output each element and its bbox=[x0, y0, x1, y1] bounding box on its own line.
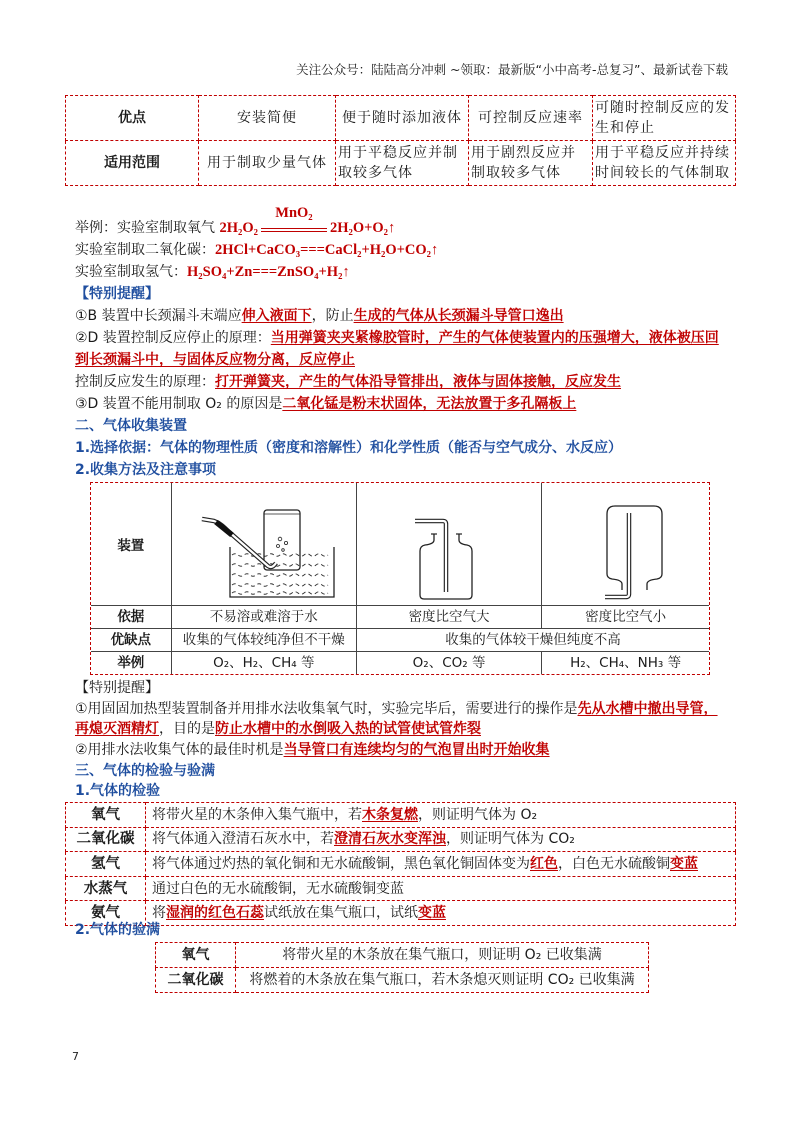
subsection-title: 2.气体的验满 bbox=[75, 922, 161, 938]
tip-answer: 伸入液面下 bbox=[241, 308, 312, 324]
row-label: 装置 bbox=[91, 483, 171, 605]
delivery-tube bbox=[605, 513, 629, 597]
water-displacement-apparatus-icon bbox=[172, 483, 357, 604]
table-cell: 用于制取少量气体 bbox=[199, 141, 336, 186]
table-row-advantages bbox=[66, 96, 736, 141]
table-row bbox=[66, 876, 736, 901]
example-prefix: 实验室制取二氧化碳： bbox=[75, 242, 215, 258]
table-cell bbox=[146, 901, 736, 926]
tip-start-principle bbox=[75, 371, 745, 393]
section-title: 三、气体的检验与验满 bbox=[75, 762, 215, 779]
table-cell: 将带火星的木条放在集气瓶口，则证明 O₂ 已收集满 bbox=[236, 943, 649, 968]
tip-text: ②D 装置控制反应停止的原理： bbox=[75, 330, 271, 346]
table-row-basis bbox=[91, 605, 709, 628]
table-cell: 收集的气体较干燥但纯度不高 bbox=[356, 628, 709, 651]
row-label: 适用范围 bbox=[66, 141, 199, 186]
cell-text: ，则证明气体为 O₂ bbox=[418, 806, 538, 823]
tips-title: 【特别提醒】 bbox=[75, 680, 159, 696]
table-row bbox=[66, 852, 736, 877]
downward-air-displacement-apparatus-icon bbox=[542, 483, 709, 604]
table-cell: 用于平稳反应并制取较多气体 bbox=[336, 141, 469, 186]
row-label: 优点 bbox=[66, 96, 199, 141]
equals-line bbox=[261, 228, 327, 232]
cell-text: ，则证明气体为 CO₂ bbox=[446, 831, 575, 848]
row-label: 优缺点 bbox=[91, 628, 171, 651]
row-label: 氢气 bbox=[66, 852, 146, 877]
cell-answer: 湿润的红色石蕊 bbox=[166, 905, 264, 922]
equation: 2HCl+CaCO₃===CaCl₂+H₂O+CO₂↑ bbox=[215, 242, 439, 258]
example-prefix: 实验室制取氢气： bbox=[75, 264, 187, 280]
row-label: 举例 bbox=[91, 651, 171, 674]
tip-text: ①用固固加热型装置制备并用排水法收集氧气时，实验完毕后，需要进行的操作是 bbox=[75, 700, 578, 717]
row-label: 二氧化碳 bbox=[156, 968, 236, 993]
row-label: 二氧化碳 bbox=[66, 827, 146, 852]
page-header: 关注公众号：陆陆高分冲刺 ~领取：最新版“小中高考-总复习”、最新试卷下载 bbox=[296, 62, 728, 77]
row-label: 氨气 bbox=[66, 901, 146, 926]
cell-text: 将带火星的木条伸入集气瓶中，若 bbox=[152, 806, 362, 823]
table-cell: 用于平稳反应并持续时间较长的气体制取 bbox=[593, 141, 736, 186]
table-row bbox=[66, 827, 736, 852]
table-row-examples bbox=[91, 651, 709, 674]
apparatus-cell bbox=[171, 483, 356, 605]
tip-answer: 当用弹簧夹夹紧橡胶管时，产生的气体使装置内的压强增大，液体被压回 bbox=[270, 330, 719, 346]
table-cell: 密度比空气大 bbox=[356, 605, 541, 628]
selection-basis: 1.选择依据：气体的物理性质（密度和溶解性）和化学性质（能否与空气成分、水反应） bbox=[75, 440, 623, 456]
tip-text: ①B 装置中长颈漏斗末端应 bbox=[75, 308, 242, 324]
table-row-usage bbox=[66, 141, 736, 186]
tip-heating bbox=[75, 699, 745, 720]
tip-no-oxygen bbox=[75, 393, 745, 415]
example-hydrogen bbox=[75, 261, 745, 283]
rubber-connector bbox=[216, 522, 232, 535]
tip-stop-principle bbox=[75, 327, 745, 349]
tip-answer: 防止水槽中的水倒吸入热的试管使试管炸裂 bbox=[215, 721, 481, 738]
table-row bbox=[66, 901, 736, 926]
table-row-pros-cons bbox=[91, 628, 709, 651]
example-carbon-dioxide bbox=[75, 239, 745, 261]
table-cell: O₂、CO₂ 等 bbox=[356, 651, 541, 674]
tip-heating-continued bbox=[75, 719, 745, 740]
table-cell: 收集的气体较纯净但不干燥 bbox=[171, 628, 356, 651]
subsection-title: 1.气体的检验 bbox=[75, 783, 161, 800]
equation-product: 2H₂O+O₂↑ bbox=[329, 220, 396, 236]
upward-air-displacement-apparatus-icon bbox=[357, 483, 542, 604]
cell-answer: 变蓝 bbox=[670, 855, 698, 872]
row-label: 氧气 bbox=[66, 803, 146, 828]
table-cell bbox=[146, 803, 736, 828]
row-label: 依据 bbox=[91, 605, 171, 628]
gas-region bbox=[264, 511, 299, 549]
cell-text: 将气体通入澄清石灰水中，若 bbox=[152, 831, 334, 848]
cell-answer: 木条复燃 bbox=[362, 806, 418, 823]
table-cell: 可控制反应速率 bbox=[469, 96, 593, 141]
water-waves bbox=[232, 554, 328, 595]
generator-comparison-table bbox=[65, 95, 736, 186]
tip-text: ，防止 bbox=[311, 308, 354, 324]
cell-text: 试纸放在集气瓶口，试纸 bbox=[264, 905, 418, 922]
table-cell: 安装简便 bbox=[199, 96, 336, 141]
table-cell: 将燃着的木条放在集气瓶口，若木条熄灭则证明 CO₂ 已收集满 bbox=[236, 968, 649, 993]
tip-text: ③D 装置不能用制取 O₂ 的原因是 bbox=[75, 396, 283, 412]
tip-text: ，目的是 bbox=[159, 721, 215, 738]
table-row bbox=[156, 968, 649, 993]
cell-text: 将气体通过灼热的氧化铜和无水硫酸铜，黑色氧化铜固体变为 bbox=[152, 855, 530, 872]
tip-timing bbox=[75, 740, 745, 761]
tip-answer: 生成的气体从长颈漏斗导管口逸出 bbox=[353, 308, 564, 324]
examples-and-tips bbox=[75, 205, 745, 481]
catalyst-label: MnO₂ bbox=[275, 205, 313, 221]
subsection-title: 2.收集方法及注意事项 bbox=[75, 462, 217, 478]
page-number: 7 bbox=[72, 1050, 79, 1063]
gas-test-table bbox=[65, 802, 736, 926]
apparatus-cell bbox=[356, 483, 541, 605]
table-row-apparatus bbox=[91, 483, 709, 605]
cell-text: 通过白色的无水硫酸铜，无水硫酸铜变蓝 bbox=[152, 880, 404, 897]
tip-text: ②用排水法收集气体的最佳时机是 bbox=[75, 742, 284, 759]
table-cell: 密度比空气小 bbox=[542, 605, 709, 628]
section-title: 二、气体收集装置 bbox=[75, 418, 187, 434]
table-cell bbox=[146, 852, 736, 877]
table-cell: 可随时控制反应的发生和停止 bbox=[593, 96, 736, 141]
collection-tips bbox=[75, 678, 745, 802]
collection-methods-table bbox=[90, 482, 710, 675]
cell-answer: 红色 bbox=[530, 855, 558, 872]
tip-answer: 当导管口有连续均匀的气泡冒出时开始收集 bbox=[283, 742, 550, 759]
tip-answer: 到长颈漏斗中，与固体反应物分离，反应停止 bbox=[75, 352, 355, 368]
table-cell: 便于随时添加液体 bbox=[336, 96, 469, 141]
table-cell bbox=[146, 876, 736, 901]
apparatus-cell bbox=[542, 483, 709, 605]
table-cell bbox=[146, 827, 736, 852]
tip-answer: 打开弹簧夹，产生的气体沿导管排出，液体与固体接触，反应发生 bbox=[215, 374, 621, 390]
tip-answer: 先从水槽中撤出导管， bbox=[577, 700, 718, 717]
table-cell: 用于剧烈反应并制取较多气体 bbox=[469, 141, 593, 186]
equation: H₂SO₄+Zn===ZnSO₄+H₂↑ bbox=[187, 264, 350, 280]
cell-text: ，白色无水硫酸铜 bbox=[558, 855, 670, 872]
table-cell: 不易溶或难溶于水 bbox=[171, 605, 356, 628]
cell-text: 将 bbox=[152, 905, 166, 922]
example-prefix: 举例：实验室制取氧气 bbox=[75, 220, 220, 236]
tip-funnel bbox=[75, 305, 745, 327]
row-label: 氧气 bbox=[156, 943, 236, 968]
collection-table-grid bbox=[91, 483, 709, 674]
inverted-gas-jar bbox=[607, 506, 662, 590]
table-cell: O₂、H₂、CH₄ 等 bbox=[171, 651, 356, 674]
table-row bbox=[66, 803, 736, 828]
tip-answer: 再熄灭酒精灯 bbox=[75, 721, 159, 738]
row-label: 水蒸气 bbox=[66, 876, 146, 901]
table-cell: H₂、CH₄、NH₃ 等 bbox=[542, 651, 709, 674]
tip-text: 控制反应发生的原理： bbox=[75, 374, 215, 390]
cell-answer: 澄清石灰水变浑浊 bbox=[334, 831, 446, 848]
tip-answer: 二氧化锰是粉末状固体，无法放置于多孔隔板上 bbox=[282, 396, 577, 412]
table-row bbox=[156, 943, 649, 968]
catalyst-condition bbox=[258, 205, 330, 239]
equation-reactant: 2H₂O₂ bbox=[219, 220, 258, 236]
tips-title: 【特别提醒】 bbox=[75, 286, 159, 302]
example-oxygen bbox=[75, 205, 745, 239]
tip-stop-principle-continued bbox=[75, 349, 745, 371]
cell-answer: 变蓝 bbox=[418, 905, 446, 922]
gas-full-check-table bbox=[155, 942, 649, 993]
